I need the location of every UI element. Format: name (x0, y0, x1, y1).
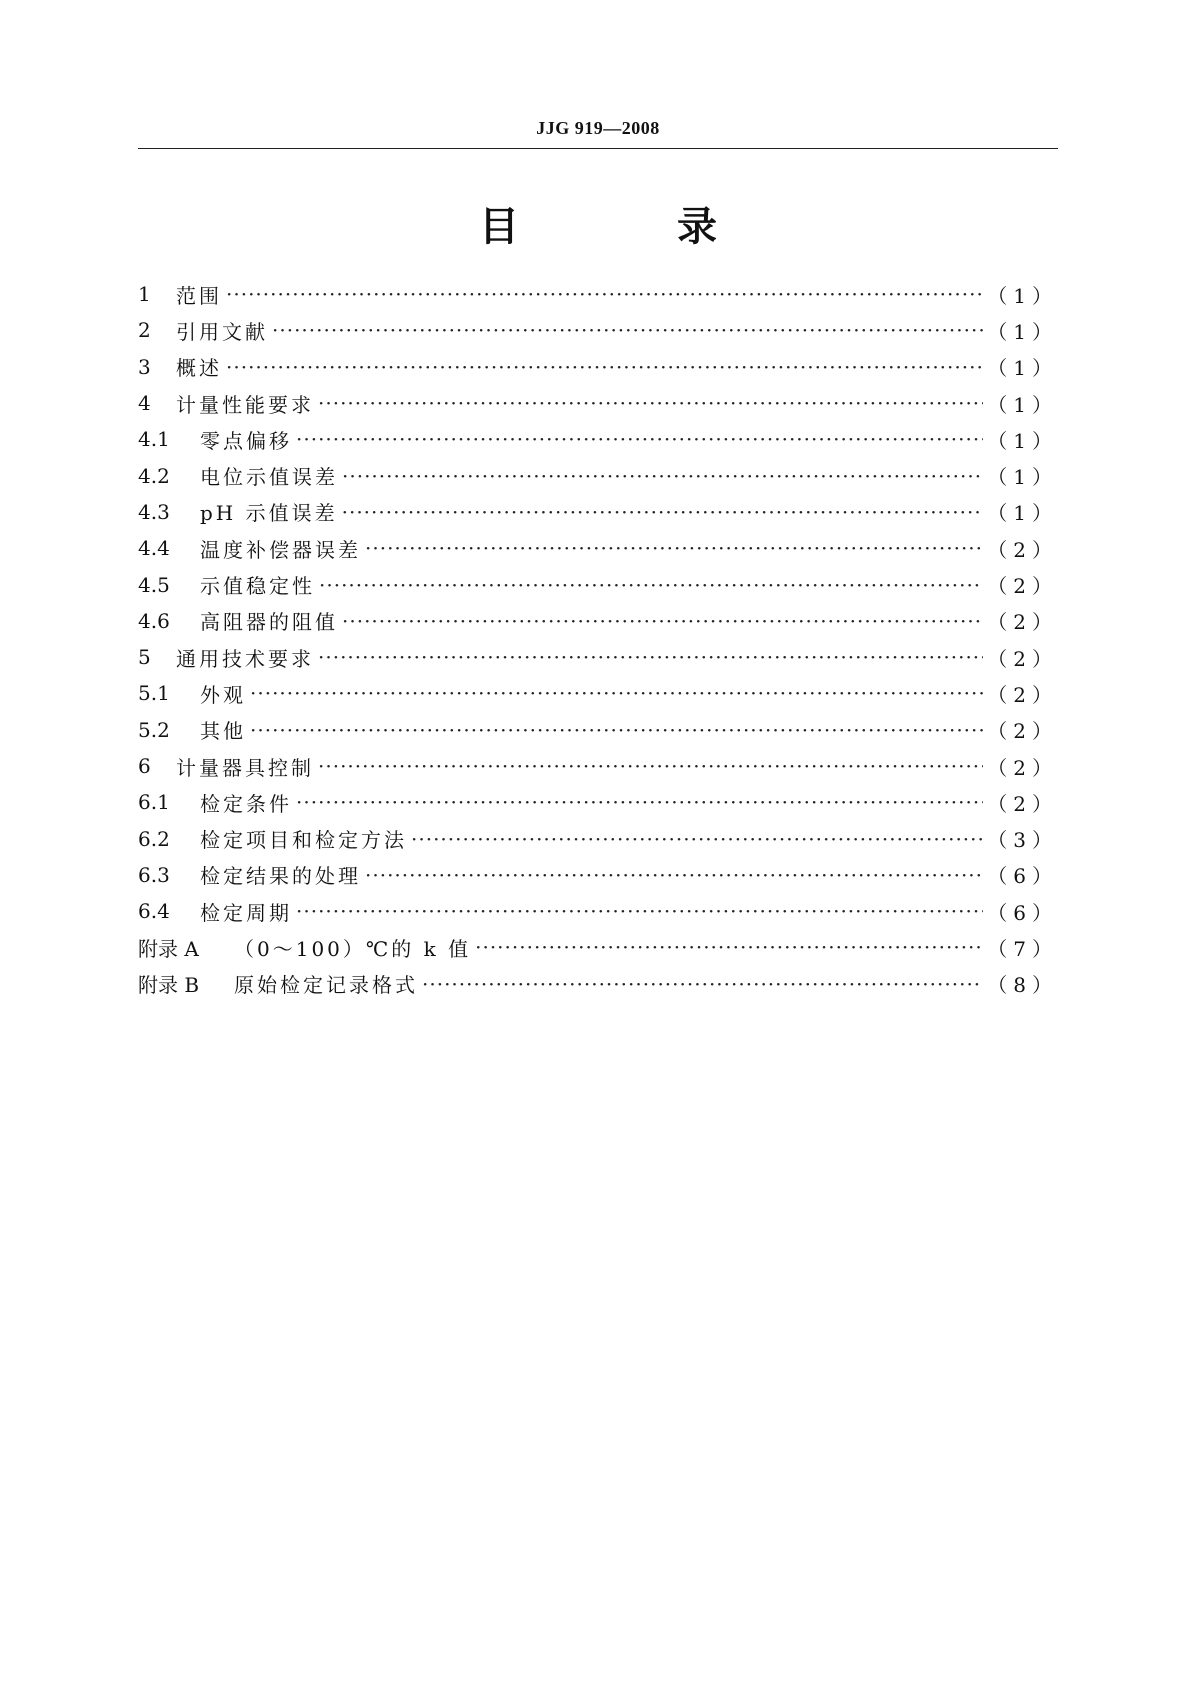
toc-entry-number: 6.4 (138, 899, 170, 924)
toc-leader-dots (250, 718, 983, 742)
toc-entry-label: pH 示值误差 (200, 501, 338, 526)
toc-entry (138, 784, 1058, 820)
toc-leader-dots (226, 282, 983, 306)
toc-leader-dots (475, 935, 983, 959)
toc-entry-label: 通用技术要求 (176, 646, 314, 671)
toc-entry-number: 5.1 (138, 681, 170, 706)
page-title: 目 录 (479, 204, 789, 250)
toc-entry-label: 检定周期 (200, 900, 292, 925)
toc-leader-dots (318, 645, 983, 669)
toc-leader-dots (226, 355, 983, 379)
toc-entry-label: 温度补偿器误差 (200, 537, 361, 562)
toc-entry-label: 高阻器的阻值 (200, 610, 338, 635)
toc-entry-page: （2） (987, 646, 1058, 671)
toc-entry-page: （1） (987, 392, 1058, 417)
toc-entry (138, 530, 1058, 566)
toc-entry-label: （0～100）℃的 k 值 (234, 936, 472, 961)
toc-entry-label: 检定结果的处理 (200, 864, 361, 889)
toc-entry (138, 276, 1058, 312)
toc-entry (138, 385, 1058, 421)
toc-entry (138, 566, 1058, 602)
toc-entry-label: 范围 (176, 283, 222, 308)
toc-leader-dots (342, 464, 983, 488)
toc-entry-page: （2） (987, 537, 1058, 562)
document-header-id: JJG 919—2008 (536, 118, 660, 138)
toc-entry-label: 外观 (200, 682, 246, 707)
toc-entry-page: （6） (987, 900, 1058, 925)
toc-entry-page: （1） (987, 356, 1058, 381)
toc-entry-page: （2） (987, 682, 1058, 707)
toc-entry-label: 检定条件 (200, 791, 292, 816)
toc-leader-dots (365, 536, 983, 560)
toc-entry (138, 675, 1058, 711)
toc-entry-number: 4.3 (138, 499, 170, 524)
toc-entry-number: 4.2 (138, 463, 170, 488)
toc-entry-page: （1） (987, 501, 1058, 526)
toc-leader-dots (365, 863, 983, 887)
toc-entry-page: （1） (987, 428, 1058, 453)
toc-leader-dots (318, 391, 983, 415)
toc-entry-page: （3） (987, 828, 1058, 853)
toc-leader-dots (411, 827, 983, 851)
toc-entry-number: 6 (138, 754, 151, 778)
toc-entry-label: 计量器具控制 (176, 755, 314, 780)
toc-entry-number: 4.4 (138, 536, 170, 561)
toc-entry-number: 5.2 (138, 717, 170, 742)
toc-entry (138, 820, 1058, 856)
toc-entry-page: （8） (987, 973, 1058, 998)
toc-entry-label: 计量性能要求 (176, 392, 314, 417)
toc-entry-number: 4.5 (138, 572, 170, 597)
toc-entry-label: 检定项目和检定方法 (200, 828, 407, 853)
toc-entry-page: （2） (987, 791, 1058, 816)
toc-entry-number: 4 (138, 391, 151, 416)
toc-entry (138, 748, 1058, 784)
header-rule (138, 148, 1058, 149)
toc-entry (138, 966, 1058, 1002)
toc-leader-dots (318, 754, 983, 778)
toc-entry (138, 712, 1058, 748)
toc-entry-page: （7） (987, 936, 1058, 961)
toc-entry-label: 示值稳定性 (200, 574, 315, 599)
table-of-contents (138, 276, 1058, 1002)
toc-leader-dots (319, 573, 983, 597)
toc-entry (138, 639, 1058, 675)
toc-entry-page: （2） (987, 719, 1058, 744)
toc-entry-number: 1 (138, 282, 151, 307)
toc-entry (138, 494, 1058, 530)
toc-entry-page: （1） (987, 319, 1058, 344)
toc-entry (138, 421, 1058, 457)
toc-leader-dots (272, 318, 983, 342)
toc-entry-number: 5 (138, 645, 151, 670)
toc-leader-dots (296, 427, 983, 451)
toc-entry-page: （6） (987, 864, 1058, 889)
toc-entry-page: （1） (987, 283, 1058, 308)
toc-entry-label: 引用文献 (176, 319, 268, 344)
toc-entry (138, 603, 1058, 639)
toc-entry-label: 其他 (200, 719, 246, 744)
toc-entry-label: 原始检定记录格式 (234, 973, 418, 998)
toc-entry-number: 4.1 (138, 427, 170, 452)
toc-entry (138, 457, 1058, 493)
toc-entry (138, 893, 1058, 929)
toc-entry (138, 929, 1058, 965)
toc-entry-page: （2） (987, 574, 1058, 599)
toc-entry-page: （2） (987, 755, 1058, 780)
toc-entry-number: 3 (138, 354, 151, 379)
toc-leader-dots (250, 681, 983, 705)
toc-entry-number: 附录 B (138, 973, 200, 998)
toc-entry-number: 6.2 (138, 826, 170, 851)
toc-leader-dots (296, 790, 983, 814)
toc-entry (138, 349, 1058, 385)
toc-leader-dots (342, 609, 983, 633)
toc-entry-number: 4.6 (138, 608, 170, 633)
toc-entry-page: （1） (987, 465, 1058, 490)
toc-entry-number: 6.3 (138, 862, 170, 887)
toc-leader-dots (296, 899, 983, 923)
toc-entry-label: 电位示值误差 (200, 465, 338, 490)
toc-entry (138, 857, 1058, 893)
toc-entry-number: 6.1 (138, 790, 170, 815)
toc-entry-label: 概述 (176, 356, 222, 381)
toc-entry-number: 2 (138, 318, 151, 343)
toc-leader-dots (422, 972, 983, 996)
toc-leader-dots (342, 500, 984, 524)
toc-entry-label: 零点偏移 (200, 428, 292, 453)
toc-entry-number: 附录 A (138, 936, 199, 961)
toc-entry (138, 312, 1058, 348)
toc-entry-page: （2） (987, 610, 1058, 635)
